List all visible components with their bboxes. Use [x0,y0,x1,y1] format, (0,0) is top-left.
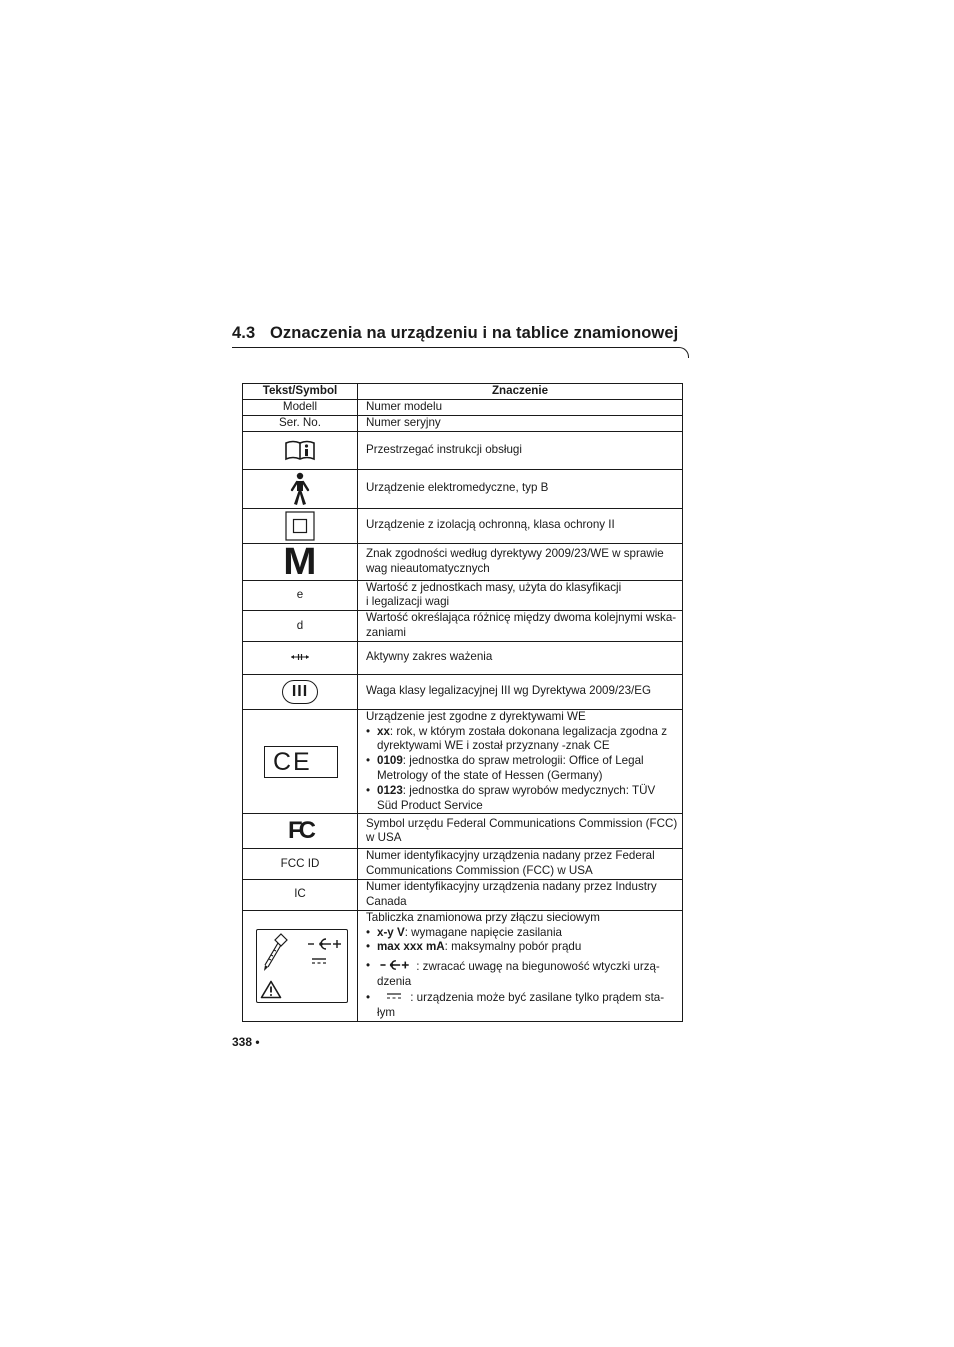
table-row [243,543,683,580]
table-row [243,400,683,416]
table-row [243,849,683,880]
symbol-cell: IC [243,879,358,910]
meaning-cell: Przestrzegać instrukcji obsługi [358,431,683,469]
instruction-manual-icon [284,439,316,461]
type-b-applied-part-icon [289,472,311,506]
symbols-table [242,383,683,1022]
title-rule-curve [672,347,689,358]
meaning-cell: Numer identyfikacyjny urządzenia nadany przez Federal Communications Commission (FCC) w USA [358,849,683,880]
meaning-line: i legalizacji wagi [366,595,450,609]
class-ii-double-insulation-icon [285,511,315,541]
bullet-text: : rok, w którym została dokonana legalizacja zgodna z dyrektywami WE i został przyznany -znak CE [377,724,668,753]
meaning-cell: Urządzenie z izolacją ochronną, klasa ochrony II [358,508,683,543]
table-row [243,814,683,849]
bullet-list [366,725,679,814]
bullet-key: 0109 [377,754,403,768]
bullet-key: x-y V [377,925,405,939]
meaning-cell: Urządzenie elektromedyczne, typ B [358,469,683,508]
meaning-cell: Aktywny zakres ważenia [358,641,683,674]
symbol-cell [243,508,358,543]
meaning-intro: Tabliczka znamionowa przy złączu sieciowym [366,910,600,924]
section-title [232,324,678,343]
weighing-range-icon [290,652,310,662]
meaning-cell: Numer seryjny [358,415,683,431]
meaning-cell: Waga klasy legalizacyjnej III wg Dyrektywa 2009/23/EG [358,674,683,709]
header-meaning: Znaczenie [358,384,683,400]
warning-icon [260,980,282,999]
bullet-key: max xxx mA [377,940,445,954]
meaning-cell [358,709,683,814]
table-row [243,709,683,814]
list-item [366,940,679,955]
bullet-key: xx [377,724,390,738]
meaning-line: Wartość z jednostkach masy, użyta do klasyfikacji [366,580,622,594]
accuracy-class-iii-icon: III [282,680,318,704]
ce-mark-icon [264,746,338,778]
table-header-row [243,384,683,400]
page-number: 338 • [232,1035,260,1049]
bullet-list [366,926,679,1021]
title-rule [232,347,678,348]
symbol-cell [243,709,358,814]
table-row [243,415,683,431]
power-plug-icon [259,932,289,972]
polarity-icon [377,959,413,971]
table-row [243,879,683,910]
direct-current-icon [312,957,326,965]
meaning-cell: Symbol urzędu Federal Communications Commission (FCC) w USA [358,814,683,849]
table-row [243,611,683,642]
direct-current-icon [377,992,407,1000]
list-item [366,926,679,941]
table-row [243,431,683,469]
symbol-cell: d [243,611,358,642]
list-item [366,991,679,1021]
polarity-icon [307,937,343,951]
section-number: 4.3 [232,324,256,342]
bullet-text: : maksymalny pobór prądu [444,940,582,954]
bullet-text: : urządzenia może być zasilane tylko prądem sta-łym [377,990,665,1019]
meaning-cell [358,580,683,611]
meaning-cell: Numer modelu [358,400,683,416]
symbol-cell [243,814,358,849]
section-title-text: Oznaczenia na urządzeniu i na tablice znamionowej [270,324,679,342]
table-row [243,508,683,543]
bullet-text: : wymagane napięcie zasilania [404,925,562,939]
bullet-key: 0123 [377,783,403,797]
bullet-text: : jednostka do spraw wyrobów medycznych: TÜV Süd Product Service [377,783,656,812]
symbol-cell: e [243,580,358,611]
symbol-cell: Modell [243,400,358,416]
meaning-cell [358,910,683,1021]
list-item [366,784,679,814]
table-row [243,469,683,508]
symbol-cell: FCC ID [243,849,358,880]
header-symbol: Tekst/Symbol [243,384,358,400]
symbol-cell [243,641,358,674]
symbol-cell: Ser. No. [243,415,358,431]
meaning-intro: Urządzenie jest zgodne z dyrektywami WE [366,709,586,723]
meaning-cell: Wartość określająca różnicę między dwoma kolejnymi wska-zaniami [358,611,683,642]
meaning-cell: Znak zgodności według dyrektywy 2009/23/WE w sprawie wag nieautomatycznych [358,543,683,580]
table-row [243,910,683,1021]
symbol-cell [243,674,358,709]
symbol-cell [243,469,358,508]
power-rating-plate-icon [256,929,348,1003]
table-row [243,580,683,611]
table-row [243,674,683,709]
meaning-cell: Numer identyfikacyjny urządzenia nadany przez Industry Canada [358,879,683,910]
fcc-logo-icon: FC [288,817,312,845]
metrology-m-mark-icon: M [283,540,317,583]
list-item [366,959,679,990]
list-item [366,725,679,755]
bullet-text: : jednostka do spraw metrologii: Office of Legal Metrology of the state of Hessen (Germany) [377,754,644,782]
symbol-cell [243,540,358,583]
symbol-cell [243,431,358,469]
symbol-cell [243,910,358,1021]
list-item [366,754,679,784]
ce-mark-text: CE [273,747,312,776]
table-row [243,641,683,674]
bullet-text: : zwracać uwagę na biegunowość wtyczki urzą-dzenia [377,960,660,988]
